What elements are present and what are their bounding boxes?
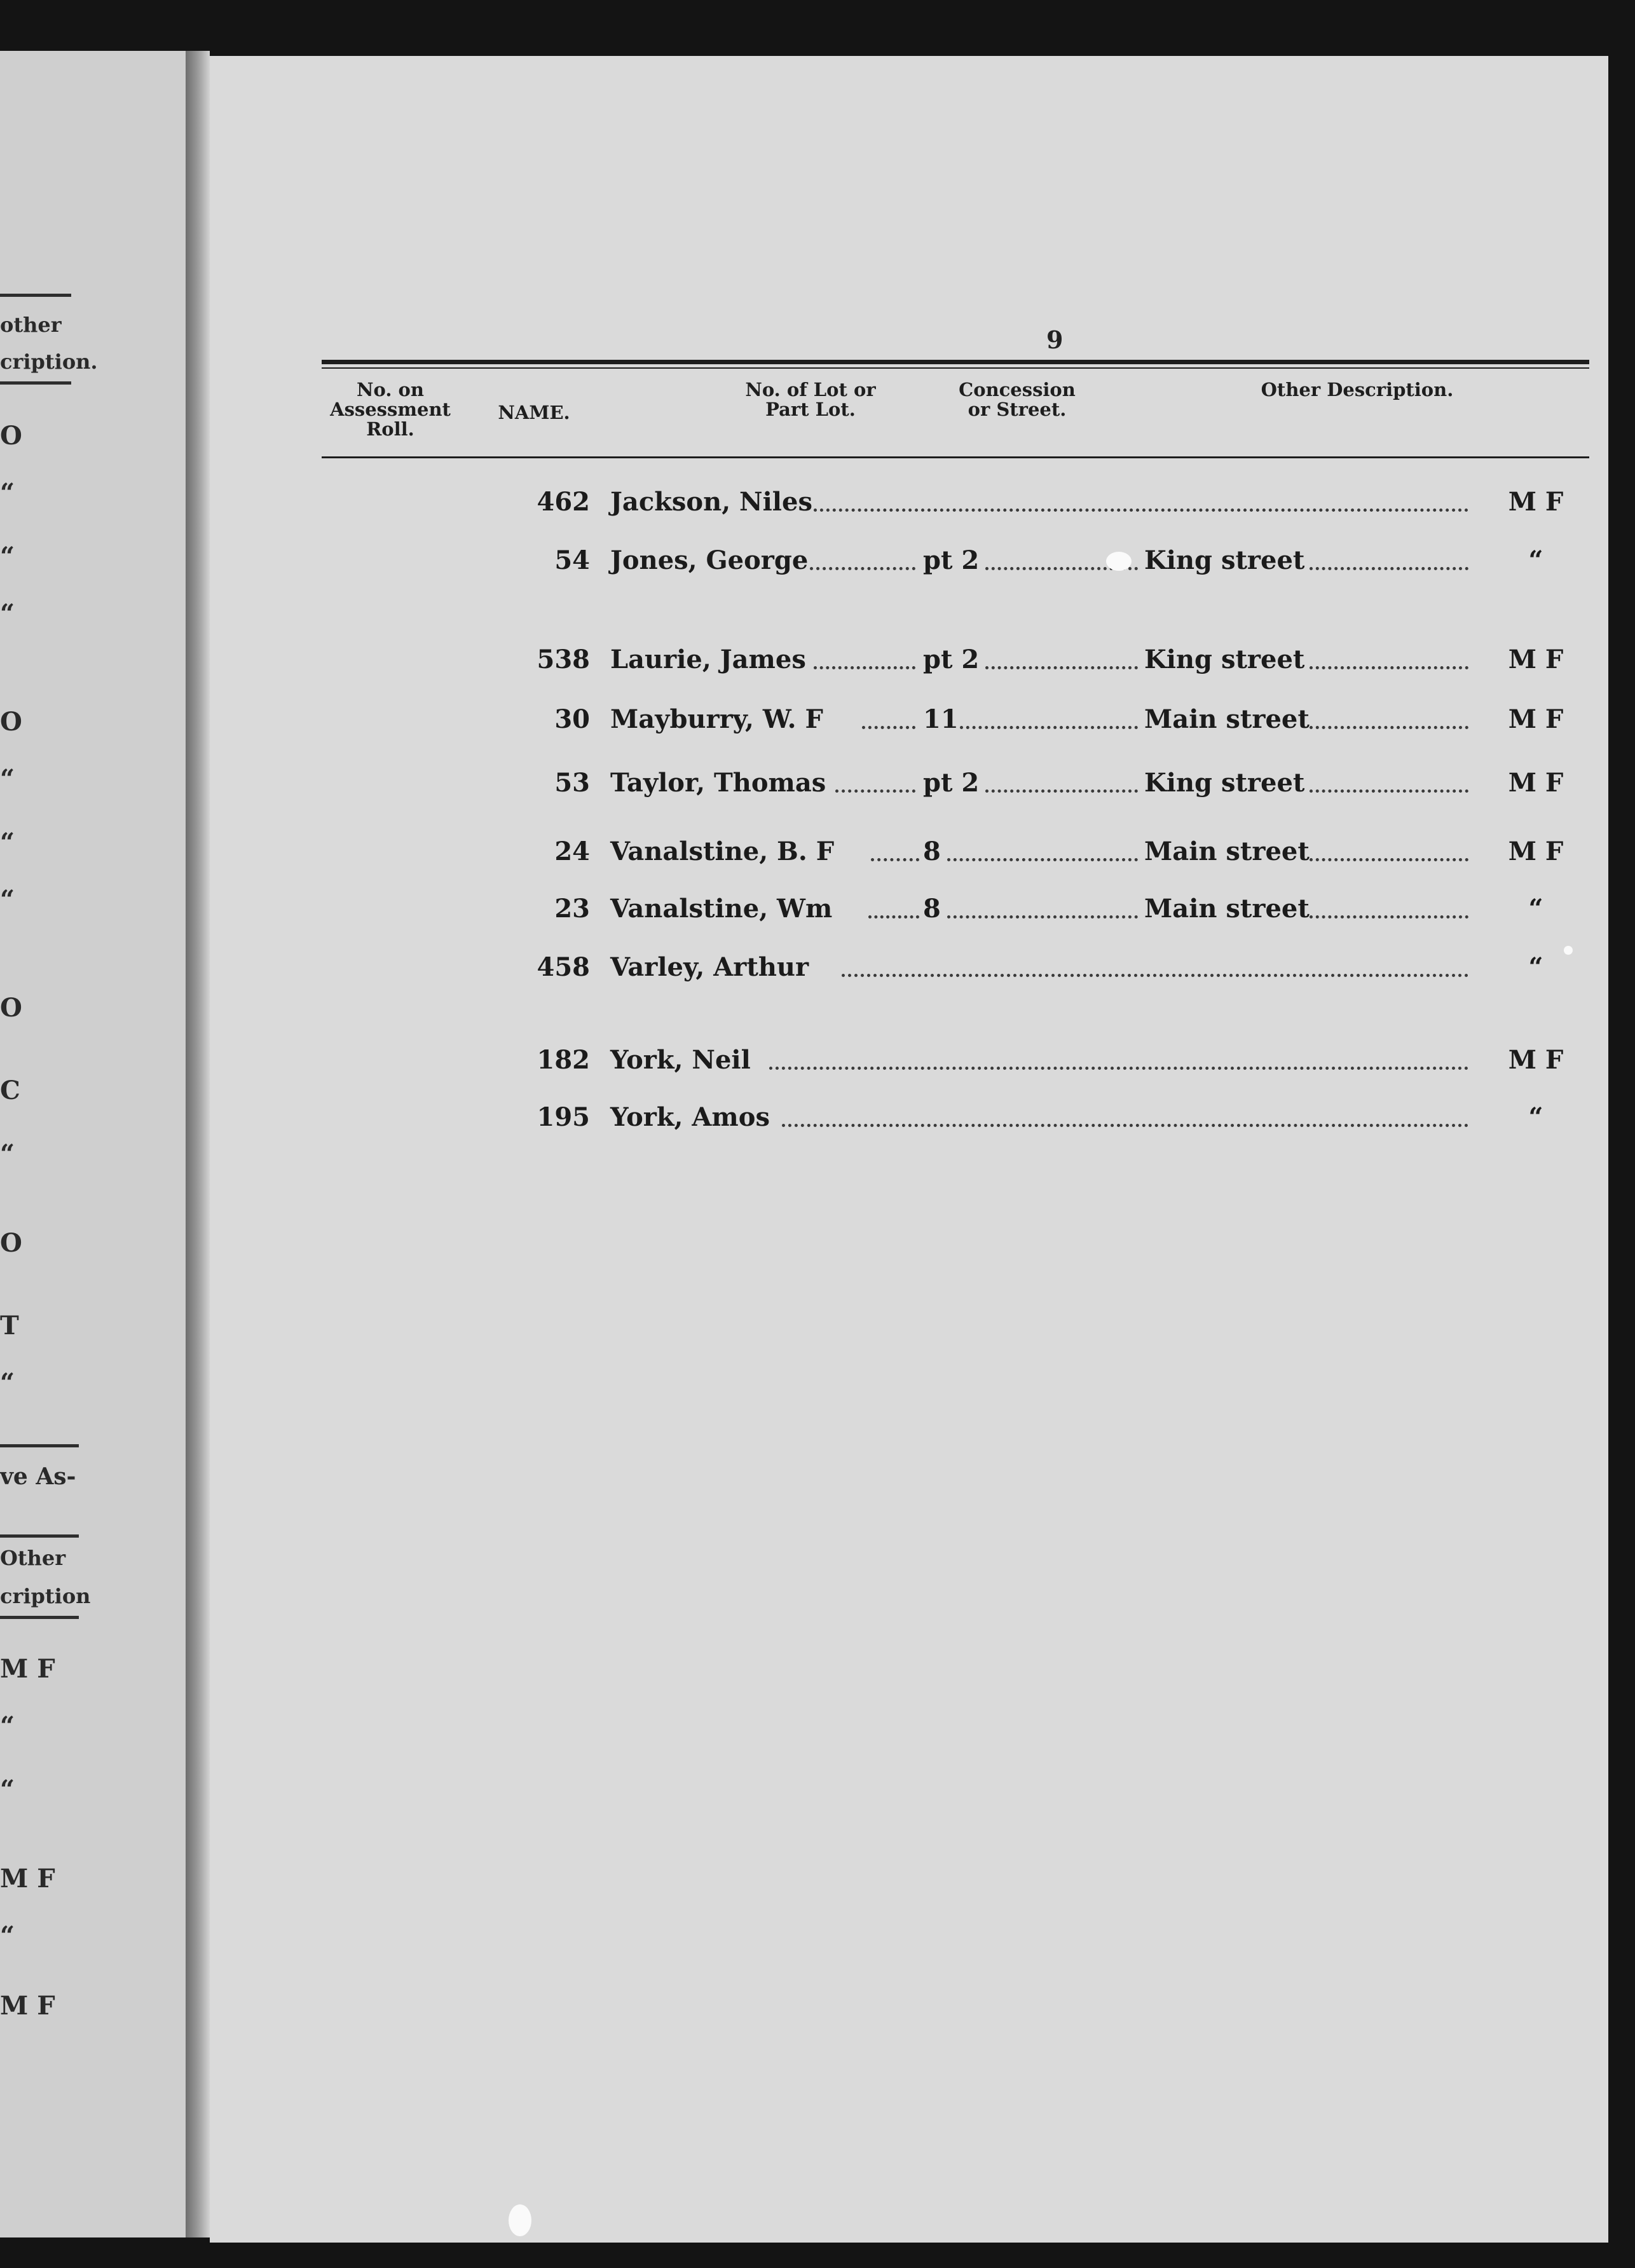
table-row (210, 768, 1608, 806)
lot-number: 8 (923, 894, 941, 924)
left-mark: “ (0, 885, 15, 915)
entry-name: Vanalstine, B. F (610, 837, 835, 866)
table-row (210, 487, 1608, 525)
table-row (210, 894, 1608, 932)
roll-number: 195 (537, 1102, 590, 1132)
left-mark: “ (0, 1368, 15, 1398)
roll-number: 182 (537, 1045, 590, 1075)
dot-leader (947, 915, 1138, 919)
header-top-rule-thin (322, 367, 1589, 369)
header-street: Concession or Street. (959, 379, 1076, 420)
left-mark: T (0, 1311, 19, 1341)
table-row (210, 704, 1608, 742)
dot-leader (1310, 726, 1468, 729)
entry-name: Vanalstine, Wm (610, 894, 833, 924)
dot-leader (985, 789, 1138, 793)
dot-leader (1310, 858, 1468, 861)
paper-fleck (1106, 552, 1132, 571)
dot-leader (842, 974, 1468, 977)
lot-number: pt 2 (923, 768, 980, 798)
paper-fleck (509, 2204, 531, 2236)
left-rule (0, 1534, 79, 1538)
table-row (210, 1102, 1608, 1140)
entry-name: Jones, George (610, 545, 809, 575)
document-page (210, 56, 1608, 2243)
left-rule (0, 1616, 79, 1619)
roll-number: 24 (554, 837, 590, 866)
dot-leader (814, 509, 1468, 512)
entry-description: “ (1528, 894, 1543, 924)
left-mark: “ (0, 1139, 15, 1169)
street-name: Main street (1144, 837, 1310, 866)
roll-number: 458 (537, 952, 590, 982)
header-description: Other Description. (1261, 379, 1454, 400)
entry-description: M F (1508, 768, 1564, 798)
left-rule (0, 381, 71, 385)
header-name: NAME. (498, 402, 570, 423)
dot-leader (769, 1067, 1468, 1070)
left-mark: “ (0, 1775, 15, 1805)
entry-name: Jackson, Niles (610, 487, 812, 517)
street-name: King street (1144, 645, 1305, 674)
left-rule (0, 294, 71, 297)
left-header-line: cription. (0, 350, 98, 374)
entry-description: M F (1508, 1045, 1564, 1075)
entry-name: York, Neil (610, 1045, 751, 1075)
dot-leader (985, 666, 1138, 669)
left-mark: M F (0, 1864, 55, 1894)
left-header-line: Other (0, 1546, 66, 1570)
dot-leader (871, 858, 919, 861)
header-roll: No. on Assessment Roll. (330, 379, 451, 440)
entry-name: York, Amos (610, 1102, 770, 1132)
left-header-line: ve As- (0, 1463, 76, 1490)
left-mark: “ (0, 1921, 15, 1951)
entry-description: M F (1508, 487, 1564, 517)
dot-leader (1310, 789, 1468, 793)
entry-description: M F (1508, 645, 1564, 674)
paper-fleck (1564, 946, 1573, 955)
lot-number: pt 2 (923, 645, 980, 674)
left-mark: “ (0, 828, 15, 857)
dot-leader (810, 567, 915, 570)
roll-number: 462 (537, 487, 590, 517)
street-name: Main street (1144, 894, 1310, 924)
left-rule (0, 1444, 79, 1447)
table-row (210, 837, 1608, 875)
header-lot: No. of Lot or Part Lot. (745, 379, 876, 420)
left-mark: “ (0, 764, 15, 794)
entry-name: Taylor, Thomas (610, 768, 826, 798)
header-top-rule (322, 360, 1589, 364)
dot-leader (1310, 567, 1468, 570)
roll-number: 30 (554, 704, 590, 734)
table-row (210, 545, 1608, 584)
dot-leader (862, 726, 915, 729)
dot-leader (835, 789, 915, 793)
entry-name: Varley, Arthur (610, 952, 809, 982)
street-name: Main street (1144, 704, 1310, 734)
page-number: 9 (1046, 325, 1064, 354)
dot-leader (782, 1124, 1468, 1127)
street-name: King street (1144, 545, 1305, 575)
lot-number: 8 (923, 837, 941, 866)
entry-description: “ (1528, 545, 1543, 575)
left-page-fragment (0, 51, 186, 2237)
lot-number: pt 2 (923, 545, 980, 575)
left-header-line: cription (0, 1584, 91, 1608)
roll-number: 53 (554, 768, 590, 798)
left-mark: O (0, 1228, 22, 1258)
street-name: King street (1144, 768, 1305, 798)
roll-number: 23 (554, 894, 590, 924)
left-mark: M F (0, 1991, 55, 2021)
left-mark: C (0, 1076, 20, 1105)
entry-name: Laurie, James (610, 645, 806, 674)
left-mark: O (0, 993, 22, 1023)
left-mark: “ (0, 542, 15, 571)
entry-description: M F (1508, 704, 1564, 734)
dot-leader (947, 858, 1138, 861)
table-row (210, 952, 1608, 990)
dot-leader (960, 726, 1138, 729)
dot-leader (814, 666, 915, 669)
table-row (210, 645, 1608, 683)
dot-leader (868, 915, 919, 919)
header-bottom-rule (322, 456, 1589, 458)
dot-leader (1310, 915, 1468, 919)
table-row (210, 1045, 1608, 1083)
dot-leader (1310, 666, 1468, 669)
entry-description: M F (1508, 837, 1564, 866)
entry-description: “ (1528, 952, 1543, 982)
roll-number: 538 (537, 645, 590, 674)
roll-number: 54 (554, 545, 590, 575)
page-binding-gutter (186, 51, 210, 2237)
left-mark: “ (0, 1711, 15, 1741)
left-mark: “ (0, 478, 15, 508)
entry-description: “ (1528, 1102, 1543, 1132)
left-mark: M F (0, 1654, 55, 1684)
left-mark: “ (0, 599, 15, 629)
left-mark: O (0, 421, 22, 451)
left-mark: O (0, 707, 22, 737)
lot-number: 11 (923, 704, 959, 734)
entry-name: Mayburry, W. F (610, 704, 823, 734)
left-header-line: other (0, 313, 62, 337)
